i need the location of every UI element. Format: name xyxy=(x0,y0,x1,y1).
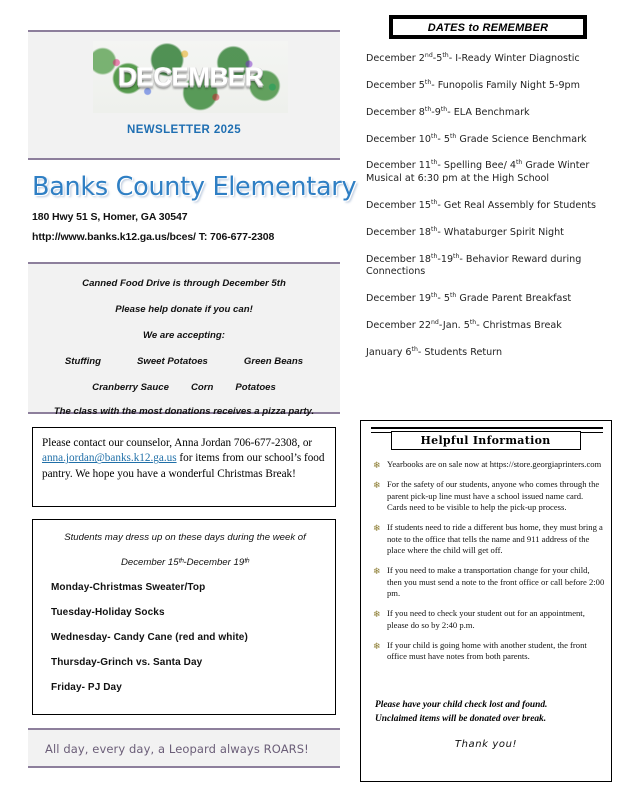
paw-print-icon: ❄ xyxy=(373,641,381,652)
newsletter-year: NEWSLETTER 2025 xyxy=(127,124,241,136)
dress-up-heading-1: Students may dress up on these days during the week of xyxy=(64,532,306,543)
date-item: December 11th- Spelling Bee/ 4th Grade Winter Musical at 6:30 pm at the High School xyxy=(366,159,590,185)
date-item: December 18th-19th- Behavior Reward during Connections xyxy=(366,252,582,278)
date-item: December 5th- Funopolis Family Night 5-9pm xyxy=(366,78,580,92)
dress-up-day: Wednesday- Candy Cane (red and white) xyxy=(51,632,248,643)
helpful-information-box xyxy=(360,420,612,782)
list-item-text: For the safety of our students, anyone who comes through the parent pick-up line must have a school issued name card. Cards need to be visible to help the pick-up process. xyxy=(387,479,600,513)
list-item-text: If you need to check your student out for an appointment, please do so by 2:40 p.m. xyxy=(387,608,585,630)
counselor-contact-box xyxy=(32,427,336,507)
list-item xyxy=(373,522,605,556)
date-item: December 10th- 5th Grade Science Benchmark xyxy=(366,132,587,145)
helpful-information-title: Helpful Information xyxy=(420,434,551,447)
date-item: December 2nd-5th- I-Ready Winter Diagnostic xyxy=(366,52,580,65)
dress-up-day: Thursday-Grinch vs. Santa Day xyxy=(51,657,203,668)
dress-up-heading-2: December 15ᵗʰ-December 19ᵗʰ xyxy=(120,557,250,568)
food-drive-line-1: Canned Food Drive is through December 5th xyxy=(82,278,286,289)
date-item: December 19th- 5th Grade Parent Breakfast xyxy=(366,292,572,305)
counselor-text-before: Please contact our counselor, Anna Jordan 706-677-2308, or xyxy=(42,437,313,449)
counselor-email-link[interactable]: anna.jordan@banks.k12.ga.us xyxy=(42,452,177,465)
helpful-footer xyxy=(375,699,599,726)
paw-print-icon: ❄ xyxy=(373,609,381,620)
food-item: Cranberry Sauce xyxy=(92,382,169,393)
list-item-text: If students need to ride a different bus home, they must bring a note to the office that tells the name and 911 address of the place where the child will get off. xyxy=(387,522,603,556)
thank-you-text: Thank you! xyxy=(454,739,518,750)
list-item-text: Yearbooks are on sale now at https://store.georgiaprinters.com xyxy=(387,459,602,469)
food-item: Potatoes xyxy=(235,382,276,393)
dress-up-day: Tuesday-Holiday Socks xyxy=(51,607,165,618)
date-item: January 6th- Students Return xyxy=(366,345,503,358)
food-drive-items-row-2 xyxy=(28,382,340,393)
december-banner-word: DECEMBER xyxy=(118,61,263,92)
list-item-text: If your child is going home with another student, the front office must have notes from both parents. xyxy=(387,640,587,662)
date-item: December 8th-9th- ELA Benchmark xyxy=(366,105,530,118)
food-drive-band xyxy=(28,262,340,417)
food-drive-items-row-1 xyxy=(28,356,340,367)
dress-up-day: Friday- PJ Day xyxy=(51,682,122,693)
dress-up-day: Monday-Christmas Sweater/Top xyxy=(51,582,206,593)
food-drive-line-6: The class with the most donations receives a pizza party. xyxy=(53,406,315,417)
helpful-footer-line-2: Unclaimed items will be donated over break. xyxy=(375,713,547,724)
food-item: Corn xyxy=(190,382,214,393)
right-column xyxy=(358,0,618,800)
list-item xyxy=(373,459,605,470)
paw-print-icon: ❄ xyxy=(373,460,381,470)
food-drive-line-2: Please help donate if you can! xyxy=(115,304,253,315)
list-item xyxy=(373,479,605,513)
school-website-phone: http://www.banks.k12.ga.us/bces/ T: 706-677-2308 xyxy=(32,231,275,243)
dates-to-remember-list xyxy=(366,52,614,373)
date-item: December 18th- Whataburger Spirit Night xyxy=(366,225,564,238)
list-item xyxy=(373,608,605,631)
dates-to-remember-title-box xyxy=(390,16,586,38)
counselor-text-after: for items from our school’s food pantry. We hope you have a wonderful Christmas Break! xyxy=(42,452,325,480)
dates-to-remember-title: DATES to REMEMBER xyxy=(427,22,549,34)
december-banner-image xyxy=(93,41,288,113)
food-item: Stuffing xyxy=(64,356,101,367)
helpful-footer-line-1: Please have your child check lost and found. xyxy=(375,700,548,710)
list-item-text: If you need to make a transportation change for your child, then you must send a note to the front office or call before 2:00 pm. xyxy=(387,565,605,599)
paw-print-icon: ❄ xyxy=(373,480,381,491)
dress-up-days-box xyxy=(32,519,336,715)
roars-banner-text: All day, every day, a Leopard always ROARS! xyxy=(45,742,309,756)
food-drive-line-3: We are accepting: xyxy=(143,330,225,341)
school-address: 180 Hwy 51 S, Homer, GA 30547 xyxy=(32,211,188,223)
helpful-bullet-list xyxy=(373,459,605,672)
food-item: Sweet Potatoes xyxy=(136,356,208,367)
page-title: Banks County Elementary xyxy=(32,172,357,202)
date-item: December 15th- Get Real Assembly for Students xyxy=(366,198,597,212)
list-item xyxy=(373,640,605,663)
date-item: December 22nd-Jan. 5th- Christmas Break xyxy=(366,318,562,332)
masthead-band xyxy=(28,30,340,160)
food-item: Green Beans xyxy=(243,356,304,367)
roars-banner xyxy=(28,728,340,768)
list-item xyxy=(373,565,605,599)
paw-print-icon: ❄ xyxy=(373,523,381,534)
helpful-information-title-box xyxy=(391,431,581,450)
paw-print-icon: ❄ xyxy=(373,566,381,577)
